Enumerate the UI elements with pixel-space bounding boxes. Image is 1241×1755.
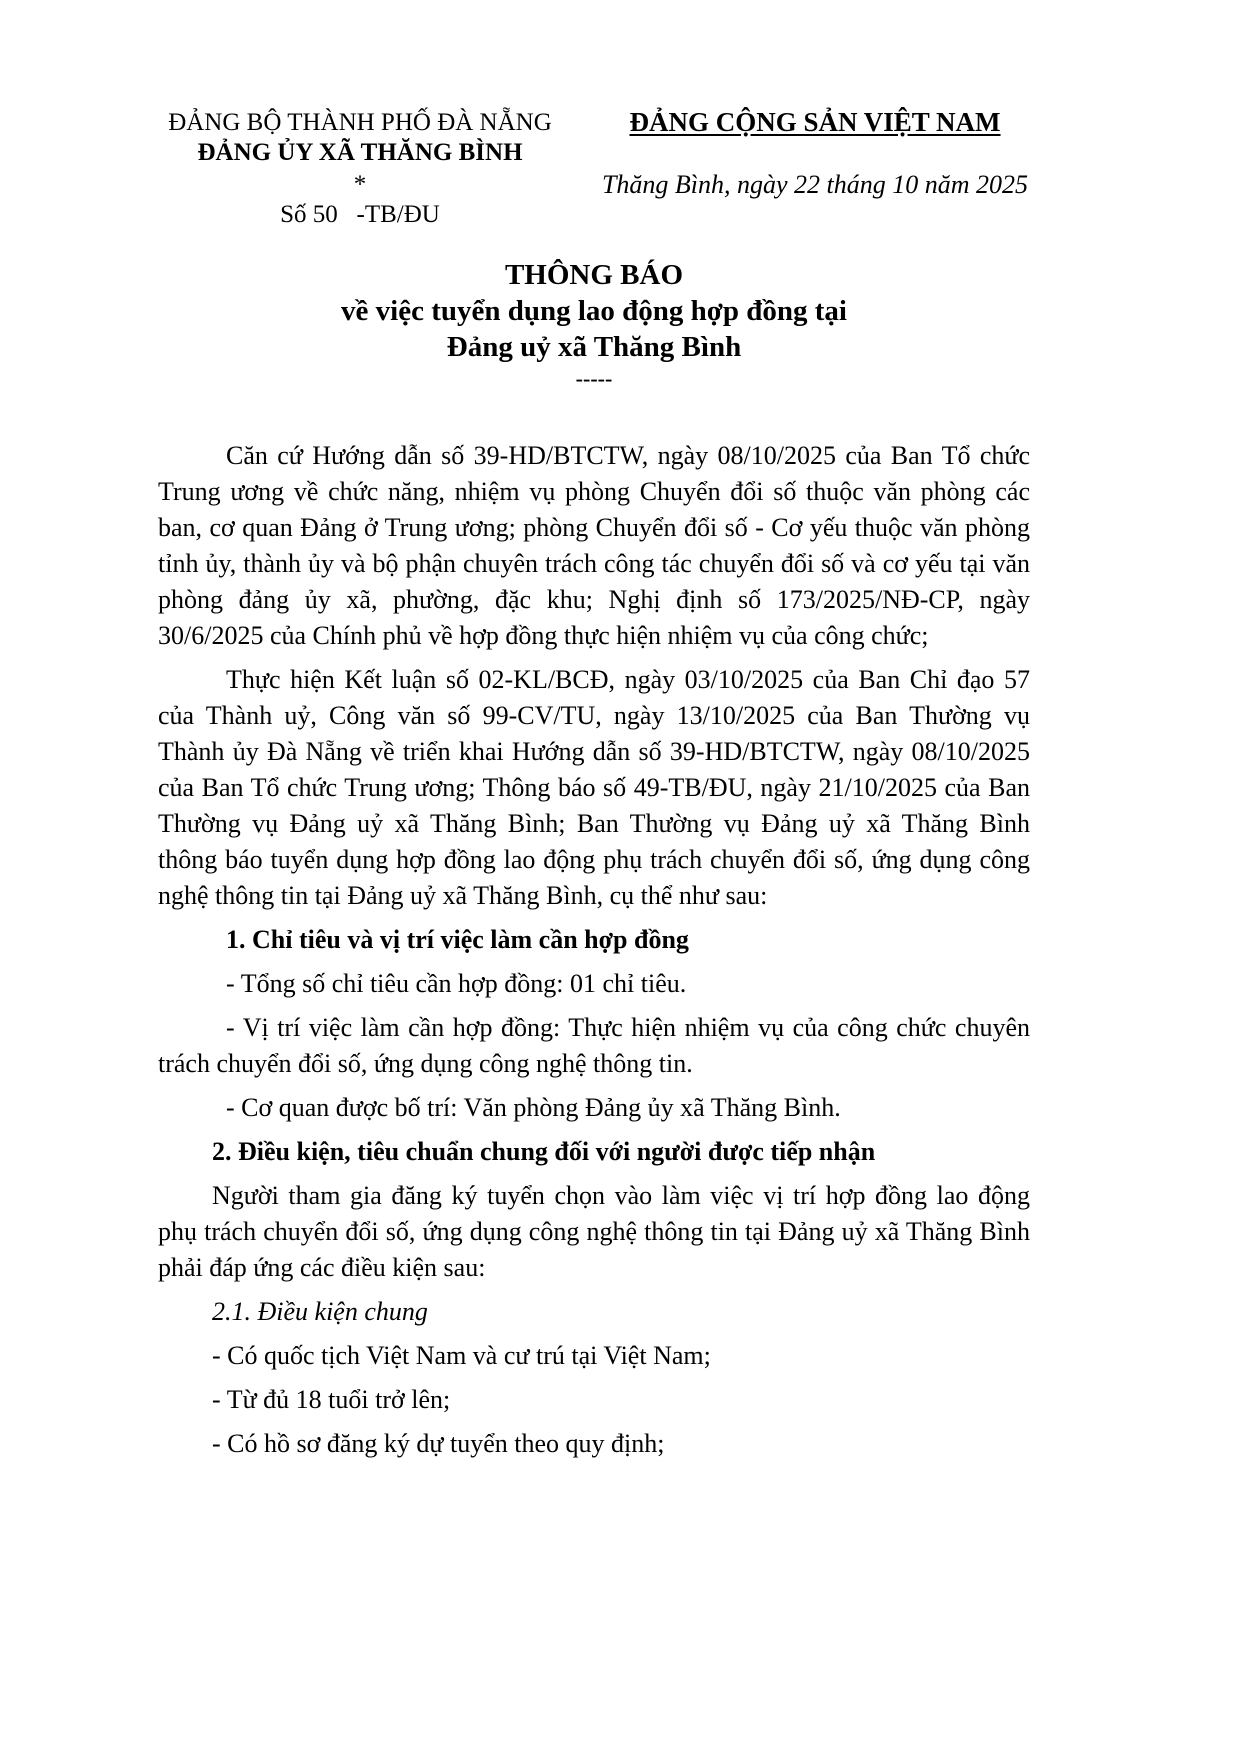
text-line: tỉnh ủy, thành ủy và bộ phận chuyên trách công tác chuyển đổi số và cơ yếu tại văn [158, 549, 1030, 578]
list-item-application: - Có hồ sơ đăng ký dự tuyển theo quy định; [212, 1429, 665, 1458]
header-party-committee-commune: ĐẢNG ỦY XÃ THĂNG BÌNH [197, 139, 523, 166]
text-line: nghệ thông tin tại Đảng uỷ xã Thăng Bình, cụ thể như sau: [158, 881, 768, 910]
document-number: Số 50 -TB/ĐU [280, 201, 440, 228]
subsection-2-1-heading: 2.1. Điều kiện chung [212, 1297, 428, 1326]
text-line: của Thành uỷ, Công văn số 99-CV/TU, ngày 13/10/2025 của Ban Thường vụ [158, 701, 1030, 730]
text-line: Thường vụ Đảng uỷ xã Thăng Bình; Ban Thường vụ Đảng uỷ xã Thăng Bình [158, 809, 1030, 838]
list-item-agency: - Cơ quan được bố trí: Văn phòng Đảng ủy xã Thăng Bình. [226, 1093, 841, 1122]
place-date: Thăng Bình, ngày 22 tháng 10 năm 2025 [601, 170, 1029, 199]
document-subject-line1: về việc tuyển dụng lao động hợp đồng tại [341, 295, 847, 327]
text-line: Căn cứ Hướng dẫn số 39-HD/BTCTW, ngày 08/10/2025 của Ban Tổ chức [226, 441, 1030, 470]
text-line: Thực hiện Kết luận số 02-KL/BCĐ, ngày 03/10/2025 của Ban Chỉ đạo 57 [226, 665, 1030, 694]
list-item-age: - Từ đủ 18 tuổi trở lên; [212, 1385, 451, 1414]
text-line: ban, cơ quan Đảng ở Trung ương; phòng Chuyển đổi số - Cơ yếu thuộc văn phòng [158, 513, 1030, 542]
party-name-heading: ĐẢNG CỘNG SẢN VIỆT NAM [629, 107, 1001, 137]
list-item-quota: - Tổng số chỉ tiêu cần hợp đồng: 01 chỉ tiêu. [226, 969, 687, 998]
text-line: phòng đảng ủy xã, phường, đặc khu; Nghị định số 173/2025/NĐ-CP, ngày [158, 585, 1030, 614]
list-item-position-cont: trách chuyển đổi số, ứng dụng công nghệ thông tin. [158, 1049, 693, 1078]
header-party-committee-city: ĐẢNG BỘ THÀNH PHỐ ĐÀ NẴNG [168, 109, 552, 136]
document-subject-line2: Đảng uỷ xã Thăng Bình [446, 331, 742, 363]
text-line: 30/6/2025 của Chính phủ về hợp đồng thực hiện nhiệm vụ của công chức; [158, 621, 929, 650]
document-title: THÔNG BÁO [504, 259, 684, 291]
text-line: phải đáp ứng các điều kiện sau: [158, 1253, 486, 1282]
list-item-position: - Vị trí việc làm cần hợp đồng: Thực hiện nhiệm vụ của công chức chuyên [226, 1013, 1030, 1042]
text-line: thông báo tuyển dụng hợp đồng lao động phụ trách chuyển đổi số, ứng dụng công [158, 845, 1030, 874]
text-line: Thành ủy Đà Nẵng về triển khai Hướng dẫn số 39-HD/BTCTW, ngày 08/10/2025 [158, 737, 1030, 766]
text-line: Người tham gia đăng ký tuyển chọn vào làm việc vị trí hợp đồng lao động [212, 1181, 1030, 1210]
text-line: Trung ương về chức năng, nhiệm vụ phòng Chuyển đổi số thuộc văn phòng các [158, 477, 1030, 506]
text-line: của Ban Tổ chức Trung ương; Thông báo số 49-TB/ĐU, ngày 21/10/2025 của Ban [158, 773, 1030, 802]
section-1-heading: 1. Chỉ tiêu và vị trí việc làm cần hợp đồng [226, 925, 689, 954]
text-line: phụ trách chuyển đổi số, ứng dụng công nghệ thông tin tại Đảng uỷ xã Thăng Bình [158, 1217, 1030, 1246]
section-2-heading: 2. Điều kiện, tiêu chuẩn chung đối với người được tiếp nhận [212, 1137, 876, 1166]
header-star: * [353, 171, 367, 198]
list-item-nationality: - Có quốc tịch Việt Nam và cư trú tại Việt Nam; [212, 1341, 711, 1370]
title-separator: ----- [575, 366, 613, 391]
